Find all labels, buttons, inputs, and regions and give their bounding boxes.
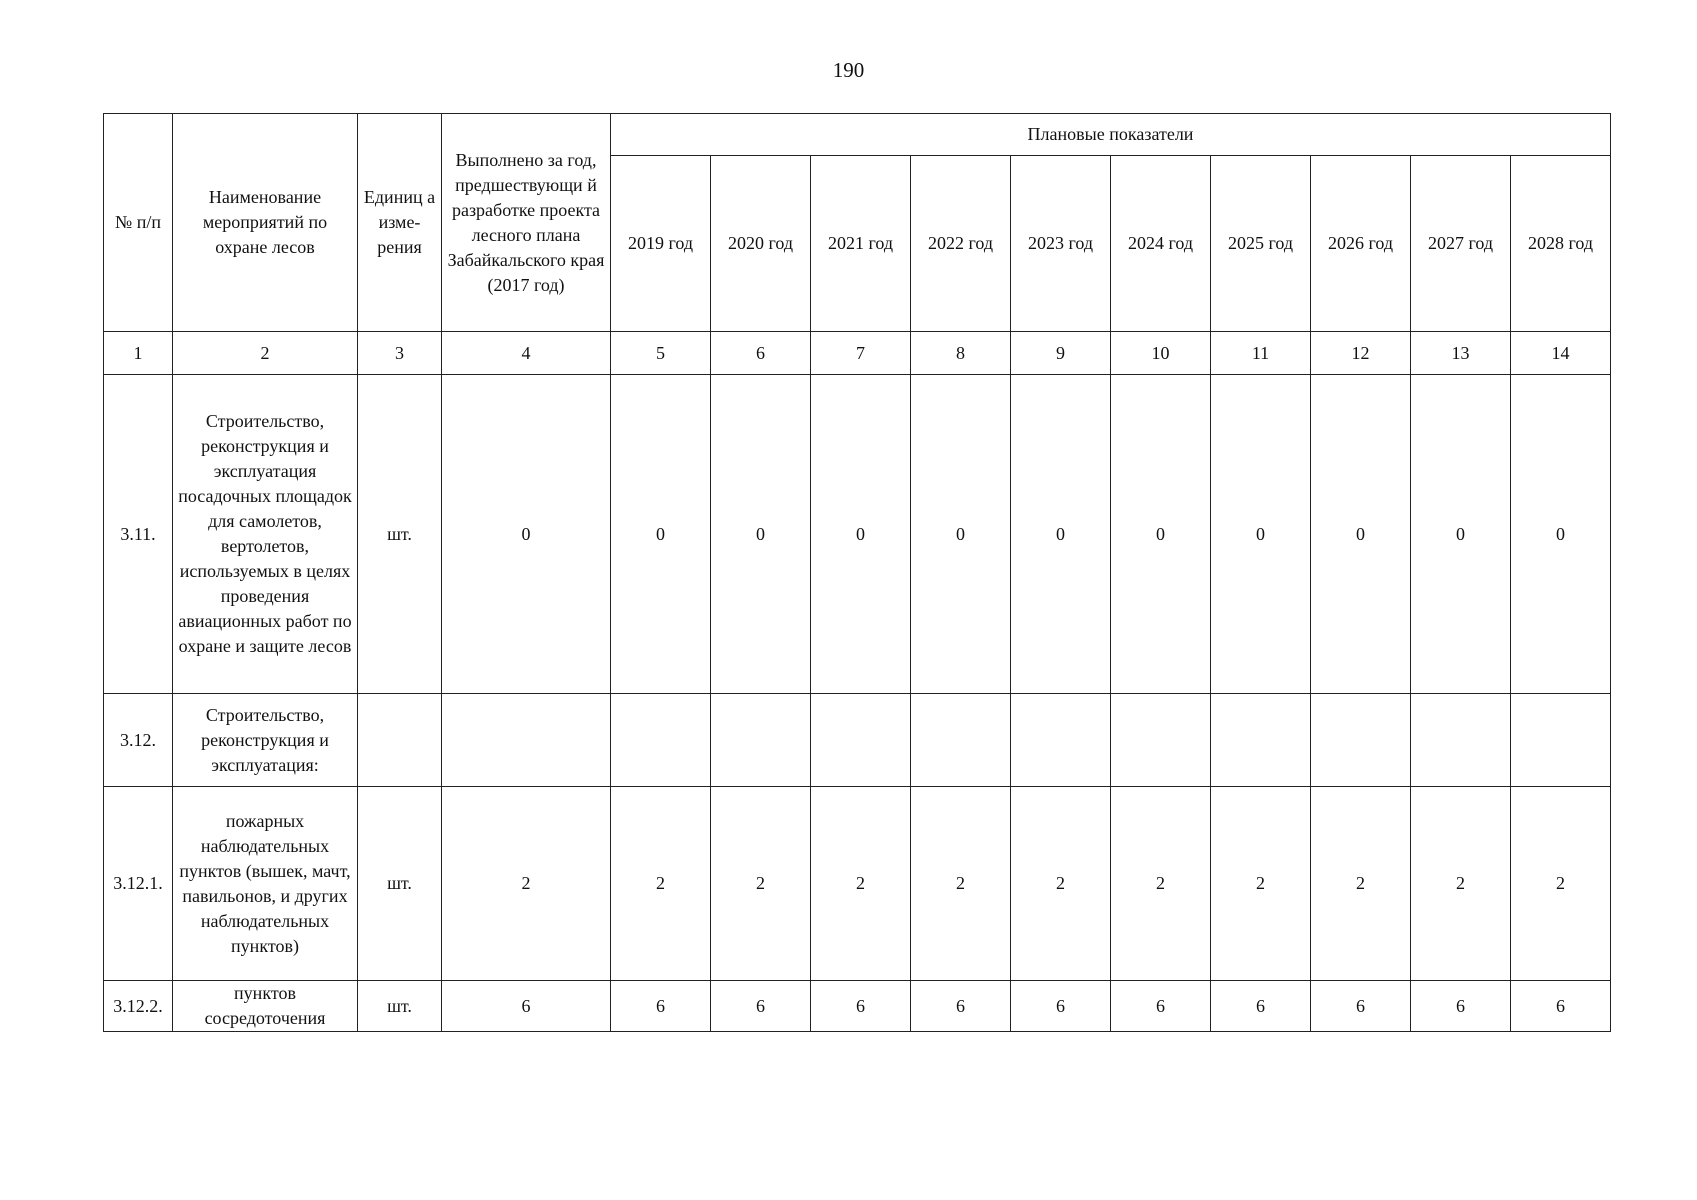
row-plan-value: 0 <box>1211 375 1311 694</box>
row-plan-value: 2 <box>1311 787 1411 981</box>
row-num: 3.12.1. <box>104 787 173 981</box>
row-plan-value: 2 <box>1011 787 1111 981</box>
header-year: 2026 год <box>1311 156 1411 332</box>
row-plan-value: 6 <box>1111 981 1211 1032</box>
header-num: № п/п <box>104 114 173 332</box>
header-year: 2023 год <box>1011 156 1111 332</box>
column-number: 8 <box>911 332 1011 375</box>
row-unit: шт. <box>358 375 442 694</box>
column-number: 4 <box>442 332 611 375</box>
row-plan-value: 6 <box>1011 981 1111 1032</box>
header-year: 2022 год <box>911 156 1011 332</box>
header-year: 2024 год <box>1111 156 1211 332</box>
row-plan-value: 0 <box>1011 375 1111 694</box>
row-plan-value: 0 <box>1511 375 1611 694</box>
header-name: Наименование мероприятий по охране лесов <box>173 114 358 332</box>
column-number: 11 <box>1211 332 1311 375</box>
column-number: 9 <box>1011 332 1111 375</box>
row-plan-value: 2 <box>611 787 711 981</box>
row-plan-value: 0 <box>1411 375 1511 694</box>
row-plan-value: 2 <box>1111 787 1211 981</box>
column-number: 5 <box>611 332 711 375</box>
row-plan-value: 6 <box>1511 981 1611 1032</box>
row-name: пунктов сосредоточения <box>173 981 358 1032</box>
page-number: 190 <box>832 58 865 82</box>
row-plan-value <box>811 694 911 787</box>
header-done: Выполнено за год, предшествующи й разработке проекта лесного плана Забайкальского края (2017 год) <box>442 114 611 332</box>
column-number: 3 <box>358 332 442 375</box>
forest-protection-table <box>103 113 1611 1032</box>
column-number-row <box>104 332 1611 375</box>
row-plan-value: 2 <box>711 787 811 981</box>
row-plan-value: 6 <box>1311 981 1411 1032</box>
row-plan-value: 2 <box>1511 787 1611 981</box>
row-num: 3.12.2. <box>104 981 173 1032</box>
table-row <box>104 694 1611 787</box>
header-year: 2028 год <box>1511 156 1611 332</box>
row-done: 2 <box>442 787 611 981</box>
row-plan-value: 0 <box>1311 375 1411 694</box>
row-done <box>442 694 611 787</box>
row-plan-value <box>611 694 711 787</box>
row-plan-value: 0 <box>611 375 711 694</box>
row-unit <box>358 694 442 787</box>
column-number: 2 <box>173 332 358 375</box>
row-plan-value: 6 <box>711 981 811 1032</box>
row-name: пожарных наблюдательных пунктов (вышек, мачт, павильонов, и других наблюдательных пунктов) <box>173 787 358 981</box>
column-number: 1 <box>104 332 173 375</box>
header-year: 2019 год <box>611 156 711 332</box>
header-plan: Плановые показатели <box>611 114 1611 156</box>
row-unit: шт. <box>358 787 442 981</box>
column-number: 10 <box>1111 332 1211 375</box>
row-plan-value <box>711 694 811 787</box>
row-num: 3.11. <box>104 375 173 694</box>
column-number: 6 <box>711 332 811 375</box>
row-plan-value: 2 <box>1211 787 1311 981</box>
row-plan-value <box>1511 694 1611 787</box>
row-plan-value: 2 <box>911 787 1011 981</box>
row-plan-value: 2 <box>811 787 911 981</box>
row-plan-value: 0 <box>911 375 1011 694</box>
row-plan-value <box>1011 694 1111 787</box>
row-name: Строительство, реконструкция и эксплуатация: <box>173 694 358 787</box>
row-plan-value: 6 <box>1411 981 1511 1032</box>
column-number: 12 <box>1311 332 1411 375</box>
row-plan-value: 0 <box>1111 375 1211 694</box>
row-name: Строительство, реконструкция и эксплуатация посадочных площадок для самолетов, вертолетов, используемых в целях проведения авиационных работ по охране и защите лесов <box>173 375 358 694</box>
row-unit: шт. <box>358 981 442 1032</box>
row-plan-value: 6 <box>1211 981 1311 1032</box>
column-number: 7 <box>811 332 911 375</box>
row-done: 0 <box>442 375 611 694</box>
header-year: 2021 год <box>811 156 911 332</box>
row-plan-value: 6 <box>911 981 1011 1032</box>
row-plan-value <box>1111 694 1211 787</box>
table-row <box>104 787 1611 981</box>
row-plan-value: 6 <box>811 981 911 1032</box>
row-plan-value: 2 <box>1411 787 1511 981</box>
row-plan-value <box>1311 694 1411 787</box>
row-plan-value: 6 <box>611 981 711 1032</box>
header-unit: Единиц а изме- рения <box>358 114 442 332</box>
row-num: 3.12. <box>104 694 173 787</box>
header-year: 2027 год <box>1411 156 1511 332</box>
row-plan-value <box>1211 694 1311 787</box>
header-year: 2025 год <box>1211 156 1311 332</box>
table-row <box>104 981 1611 1032</box>
header-year: 2020 год <box>711 156 811 332</box>
row-done: 6 <box>442 981 611 1032</box>
row-plan-value <box>1411 694 1511 787</box>
row-plan-value <box>911 694 1011 787</box>
table-row <box>104 375 1611 694</box>
column-number: 13 <box>1411 332 1511 375</box>
column-number: 14 <box>1511 332 1611 375</box>
row-plan-value: 0 <box>811 375 911 694</box>
row-plan-value: 0 <box>711 375 811 694</box>
